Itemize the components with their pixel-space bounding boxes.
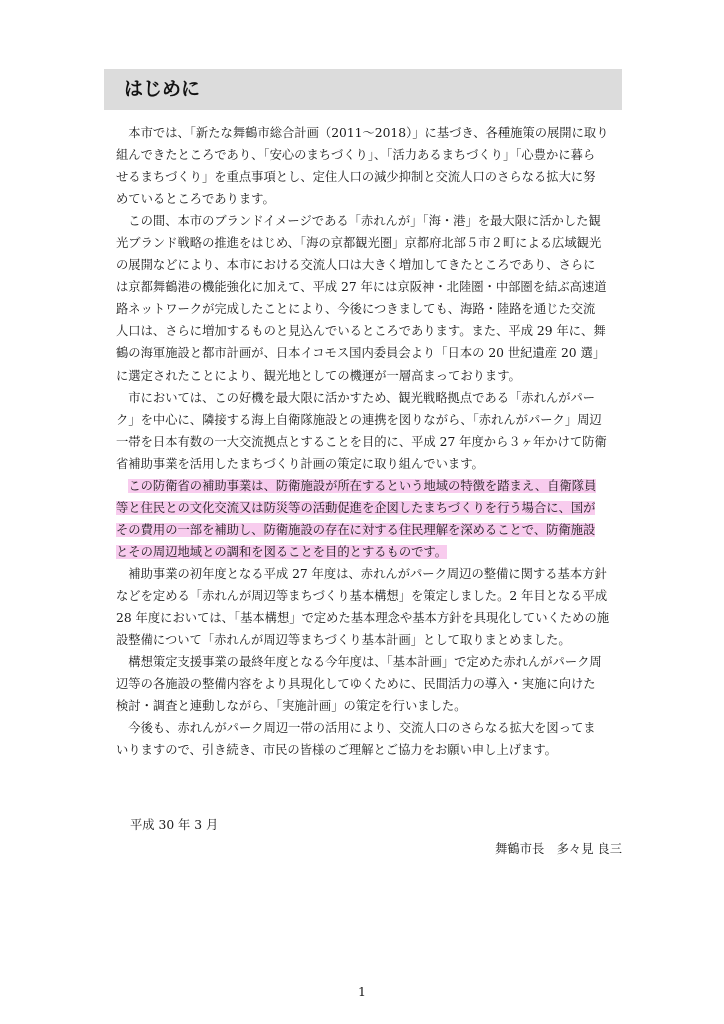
- signature: 舞鶴市長 多々見 良三: [495, 842, 622, 856]
- text-line: 人口は、さらに増加するものと見込んでいるところであります。また、平成 29 年に、舞: [116, 324, 606, 339]
- text-line: 鶴の海軍施設と都市計画が、日本イコモス国内委員会より「日本の 20 世紀遺産 20 選」: [116, 346, 606, 361]
- text-line: ク」を中心に、隣接する海上自衛隊施設との連携を図りながら、「赤れんがパーク」周辺: [116, 412, 602, 427]
- text-line: に選定されたことにより、観光地としての機運が一層高まっております。: [116, 368, 521, 383]
- highlighted-line: [116, 541, 628, 563]
- text-line: 今後も、赤れんがパーク周辺一帯の活用により、交流人口のさらなる拡大を図ってま: [116, 721, 596, 736]
- text-line: 光ブランド戦略の推進をはじめ、「海の京都観光圏」京都府北部５市２町による広域観光: [116, 236, 602, 251]
- text-line: いりますので、引き続き、市民の皆様のご理解とご協力をお願い申し上げます。: [116, 743, 557, 758]
- highlighted-line: [116, 475, 628, 497]
- text-line: 路ネットワークが完成したことにより、今後につきましても、海路・陸路を通じた交流: [116, 302, 596, 317]
- document-date: 平成 30 年 3 月: [130, 818, 219, 832]
- highlighted-text: この防衛省の補助事業は、防衛施設が所在するという地域の特徴を踏まえ、自衛隊員: [128, 478, 597, 493]
- text-line: 設整備について「赤れんが周辺等まちづくり基本計画」として取りまとめました。: [116, 633, 571, 648]
- text-line: 補助事業の初年度となる平成 27 年度は、赤れんがパーク周辺の整備に関する基本方針: [116, 566, 607, 581]
- text-line: の展開などにより、本市における交流人口は大きく増加してきたところであり、さらに: [116, 258, 596, 273]
- text-line: この間、本市のブランドイメージである「赤れんが」「海・港」を最大限に活かした観: [116, 214, 601, 229]
- text-line: せるまちづくり」を重点事項とし、定住人口の減少抑制と交流人口のさらなる拡大に努: [116, 170, 596, 185]
- text-line: 本市では、「新たな舞鶴市総合計画（2011～2018）」に基づき、各種施策の展開に取り: [116, 126, 609, 140]
- text-line: 組んできたところであり、「安心のまちづくり」、「活力あるまちづくり」「心豊かに暮ら: [116, 148, 596, 163]
- text-line: は京都舞鶴港の機能強化に加えて、平成 27 年には京阪神・北陸圏・中部圏を結ぶ高速道: [116, 280, 607, 295]
- text-line: などを定める「赤れんが周辺等まちづくり基本構想」を策定しました。2 年目となる平成: [116, 588, 608, 603]
- section-header: [104, 69, 622, 110]
- page-number: 1: [358, 984, 366, 999]
- highlighted-text: とその周辺地域との調和を図ることを目的とするものです。: [116, 544, 448, 559]
- body-text: [116, 122, 628, 761]
- highlighted-text: その費用の一部を補助し、防衛施設の存在に対する住民理解を深めることで、防衛施設: [116, 522, 596, 537]
- text-line: 28 年度においては、「基本構想」で定めた基本理念や基本方針を具現化していくための施: [116, 611, 609, 626]
- text-line: 市においては、この好機を最大限に活かすため、観光戦略拠点である「赤れんがパー: [116, 390, 596, 405]
- highlighted-line: [116, 519, 628, 541]
- text-line: めているところであります。: [116, 192, 275, 207]
- highlighted-text: 等と住民との文化交流又は防災等の活動促進を企図したまちづくりを行う場合に、国が: [116, 500, 596, 515]
- page-title: はじめに: [124, 78, 201, 100]
- text-line: 辺等の各施設の整備内容をより具現化してゆくために、民間活力の導入・実施に向けた: [116, 677, 596, 692]
- text-line: 検討・調査と連動しながら、「実施計画」の策定を行いました。: [116, 699, 467, 714]
- text-line: 省補助事業を活用したまちづくり計画の策定に取り組んでいます。: [116, 456, 484, 471]
- text-line: 一帯を日本有数の一大交流拠点とすることを目的に、平成 27 年度から３ヶ年かけて防衛: [116, 434, 607, 449]
- text-line: 構想策定支援事業の最終年度となる今年度は、「基本計画」で定めた赤れんがパーク周: [116, 655, 602, 670]
- highlighted-line: [116, 497, 628, 519]
